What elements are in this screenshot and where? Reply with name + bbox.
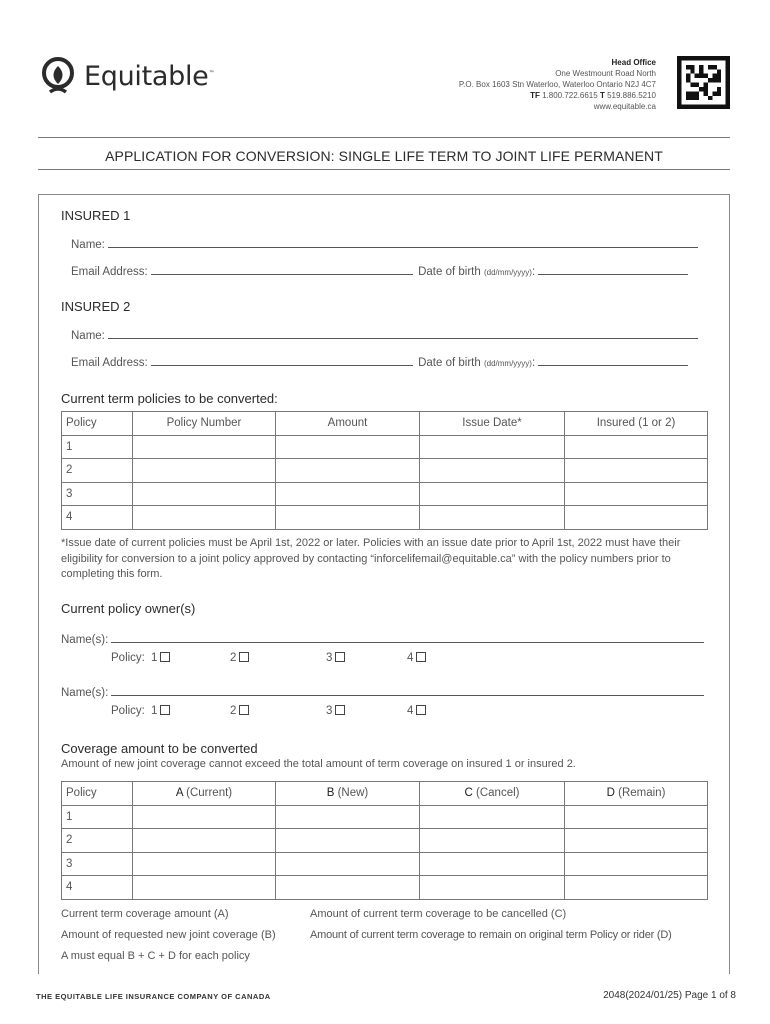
- issue-date-cell[interactable]: [420, 435, 565, 459]
- a-current-cell[interactable]: [133, 876, 276, 900]
- d-remain-cell[interactable]: [565, 852, 708, 876]
- owner2-policy-1-checkbox[interactable]: 1: [151, 705, 170, 717]
- b-new-cell[interactable]: [276, 852, 420, 876]
- owner2-name-input[interactable]: [111, 685, 704, 696]
- insured1-name-input[interactable]: [108, 237, 698, 248]
- insured2-name-row: Name:: [71, 328, 698, 342]
- term-policies-heading: Current term policies to be converted:: [61, 391, 278, 406]
- owner1-name-row: Name(s):: [61, 632, 704, 646]
- col-b-new: B (New): [276, 782, 420, 806]
- d-remain-cell[interactable]: [565, 829, 708, 853]
- insured-cell[interactable]: [565, 482, 708, 506]
- owner1-policy-1-checkbox[interactable]: 1: [151, 652, 170, 664]
- row-number: 3: [62, 482, 133, 506]
- amount-cell[interactable]: [276, 459, 420, 483]
- c-cancel-cell[interactable]: [420, 805, 565, 829]
- issue-date-cell[interactable]: [420, 459, 565, 483]
- d-remain-cell[interactable]: [565, 876, 708, 900]
- insured2-heading: INSURED 2: [61, 299, 131, 314]
- owner1-policy-row: Policy: 1 2 3 4: [111, 652, 511, 668]
- col-d-remain: D (Remain): [565, 782, 708, 806]
- insured2-email-input[interactable]: [151, 355, 413, 366]
- insured-cell[interactable]: [565, 459, 708, 483]
- insured1-email-input[interactable]: [151, 264, 413, 275]
- table-row: [62, 829, 708, 853]
- row-number: 1: [62, 805, 133, 829]
- col-policy-number: Policy Number: [133, 412, 276, 436]
- office-title: Head Office: [611, 58, 656, 67]
- col-a-current: A (Current): [133, 782, 276, 806]
- b-new-cell[interactable]: [276, 805, 420, 829]
- a-current-cell[interactable]: [133, 852, 276, 876]
- policy-number-cell[interactable]: [133, 459, 276, 483]
- table-row: [62, 482, 708, 506]
- insured1-email-row: Email Address: Date of birth (dd/mm/yyyy):: [71, 264, 688, 278]
- owner1-policy-2-checkbox[interactable]: 2: [230, 652, 249, 664]
- owner1-policy-4-checkbox[interactable]: 4: [407, 652, 426, 664]
- owner2-policy-4-checkbox[interactable]: 4: [407, 705, 426, 717]
- legend-rule: A must equal B + C + D for each policy: [61, 950, 250, 962]
- b-new-cell[interactable]: [276, 829, 420, 853]
- table-row: [62, 876, 708, 900]
- coverage-table: [61, 781, 708, 900]
- footer-page-info: 2048(2024/01/25) Page 1 of 8: [603, 990, 736, 1001]
- c-cancel-cell[interactable]: [420, 829, 565, 853]
- a-current-cell[interactable]: [133, 829, 276, 853]
- col-c-cancel: C (Cancel): [420, 782, 565, 806]
- owner2-name-row: Name(s):: [61, 685, 704, 699]
- address-line2: P.O. Box 1603 Stn Waterloo, Waterloo Ontario N2J 4C7: [458, 80, 656, 89]
- owner2-policy-row: Policy: 1 2 3 4: [111, 705, 511, 721]
- phone-line: TF 1.800.722.6615 T 519.886.5210: [530, 91, 656, 100]
- row-number: 4: [62, 506, 133, 530]
- insured-cell[interactable]: [565, 506, 708, 530]
- table-row: [62, 852, 708, 876]
- insured2-name-input[interactable]: [108, 328, 698, 339]
- term-policies-table: [61, 411, 708, 530]
- equitable-logo-icon: [38, 56, 78, 96]
- address-line1: One Westmount Road North: [555, 69, 656, 78]
- issue-date-note: *Issue date of current policies must be April 1st, 2022 or later. Policies with an issue date prior to April 1st, 2022 must have their eligibility for conversion to a joint policy approved by contacting “inforcelifemail@equitable.ca” with the policy numbers prior to completing this form.: [61, 537, 681, 580]
- amount-cell[interactable]: [276, 482, 420, 506]
- c-cancel-cell[interactable]: [420, 852, 565, 876]
- table-row: [62, 805, 708, 829]
- issue-date-cell[interactable]: [420, 482, 565, 506]
- col-amount: Amount: [276, 412, 420, 436]
- head-office-address: [459, 57, 656, 112]
- coverage-subheading: Amount of new joint coverage cannot exceed the total amount of term coverage on insured 1 or insured 2.: [61, 758, 576, 770]
- table-row: [62, 506, 708, 530]
- row-number: 3: [62, 852, 133, 876]
- insured2-dob-input[interactable]: [538, 355, 688, 366]
- table-row: [62, 459, 708, 483]
- policy-number-cell[interactable]: [133, 435, 276, 459]
- legend-d: Amount of current term coverage to remain on original term Policy or rider (D): [310, 929, 672, 941]
- owner1-policy-3-checkbox[interactable]: 3: [326, 652, 345, 664]
- header-rule-bottom: [38, 169, 730, 170]
- legend-c: Amount of current term coverage to be cancelled (C): [310, 908, 567, 920]
- issue-date-cell[interactable]: [420, 506, 565, 530]
- row-number: 1: [62, 435, 133, 459]
- brand-name: Equitable™: [84, 60, 215, 92]
- equitable-logo: [38, 56, 214, 96]
- a-current-cell[interactable]: [133, 805, 276, 829]
- policy-number-cell[interactable]: [133, 482, 276, 506]
- footer-company: THE EQUITABLE LIFE INSURANCE COMPANY OF CANADA: [36, 992, 271, 1001]
- amount-cell[interactable]: [276, 435, 420, 459]
- insured1-heading: INSURED 1: [61, 208, 131, 223]
- legend-b: Amount of requested new joint coverage (B): [61, 929, 276, 941]
- legend-a: Current term coverage amount (A): [61, 908, 229, 920]
- col-issue-date: Issue Date*: [420, 412, 565, 436]
- owner2-policy-2-checkbox[interactable]: 2: [230, 705, 249, 717]
- barcode-icon: [677, 56, 730, 109]
- col-policy: Policy: [62, 412, 133, 436]
- header-rule-top: [38, 137, 730, 138]
- owner2-policy-3-checkbox[interactable]: 3: [326, 705, 345, 717]
- page-title: APPLICATION FOR CONVERSION: SINGLE LIFE TERM TO JOINT LIFE PERMANENT: [105, 148, 663, 164]
- owner1-name-input[interactable]: [111, 632, 704, 643]
- table-header-row: [62, 412, 708, 436]
- d-remain-cell[interactable]: [565, 805, 708, 829]
- table-header-row: [62, 782, 708, 806]
- row-number: 4: [62, 876, 133, 900]
- col-insured: Insured (1 or 2): [565, 412, 708, 436]
- coverage-heading: Coverage amount to be converted: [61, 741, 258, 756]
- table-row: [62, 435, 708, 459]
- row-number: 2: [62, 829, 133, 853]
- col-policy: Policy: [62, 782, 133, 806]
- row-number: 2: [62, 459, 133, 483]
- policy-number-cell[interactable]: [133, 506, 276, 530]
- c-cancel-cell[interactable]: [420, 876, 565, 900]
- insured1-dob-input[interactable]: [538, 264, 688, 275]
- website: www.equitable.ca: [593, 102, 656, 111]
- insured1-name-row: Name:: [71, 237, 698, 251]
- b-new-cell[interactable]: [276, 876, 420, 900]
- insured2-email-row: Email Address: Date of birth (dd/mm/yyyy):: [71, 355, 688, 369]
- insured-cell[interactable]: [565, 435, 708, 459]
- amount-cell[interactable]: [276, 506, 420, 530]
- owners-heading: Current policy owner(s): [61, 601, 196, 616]
